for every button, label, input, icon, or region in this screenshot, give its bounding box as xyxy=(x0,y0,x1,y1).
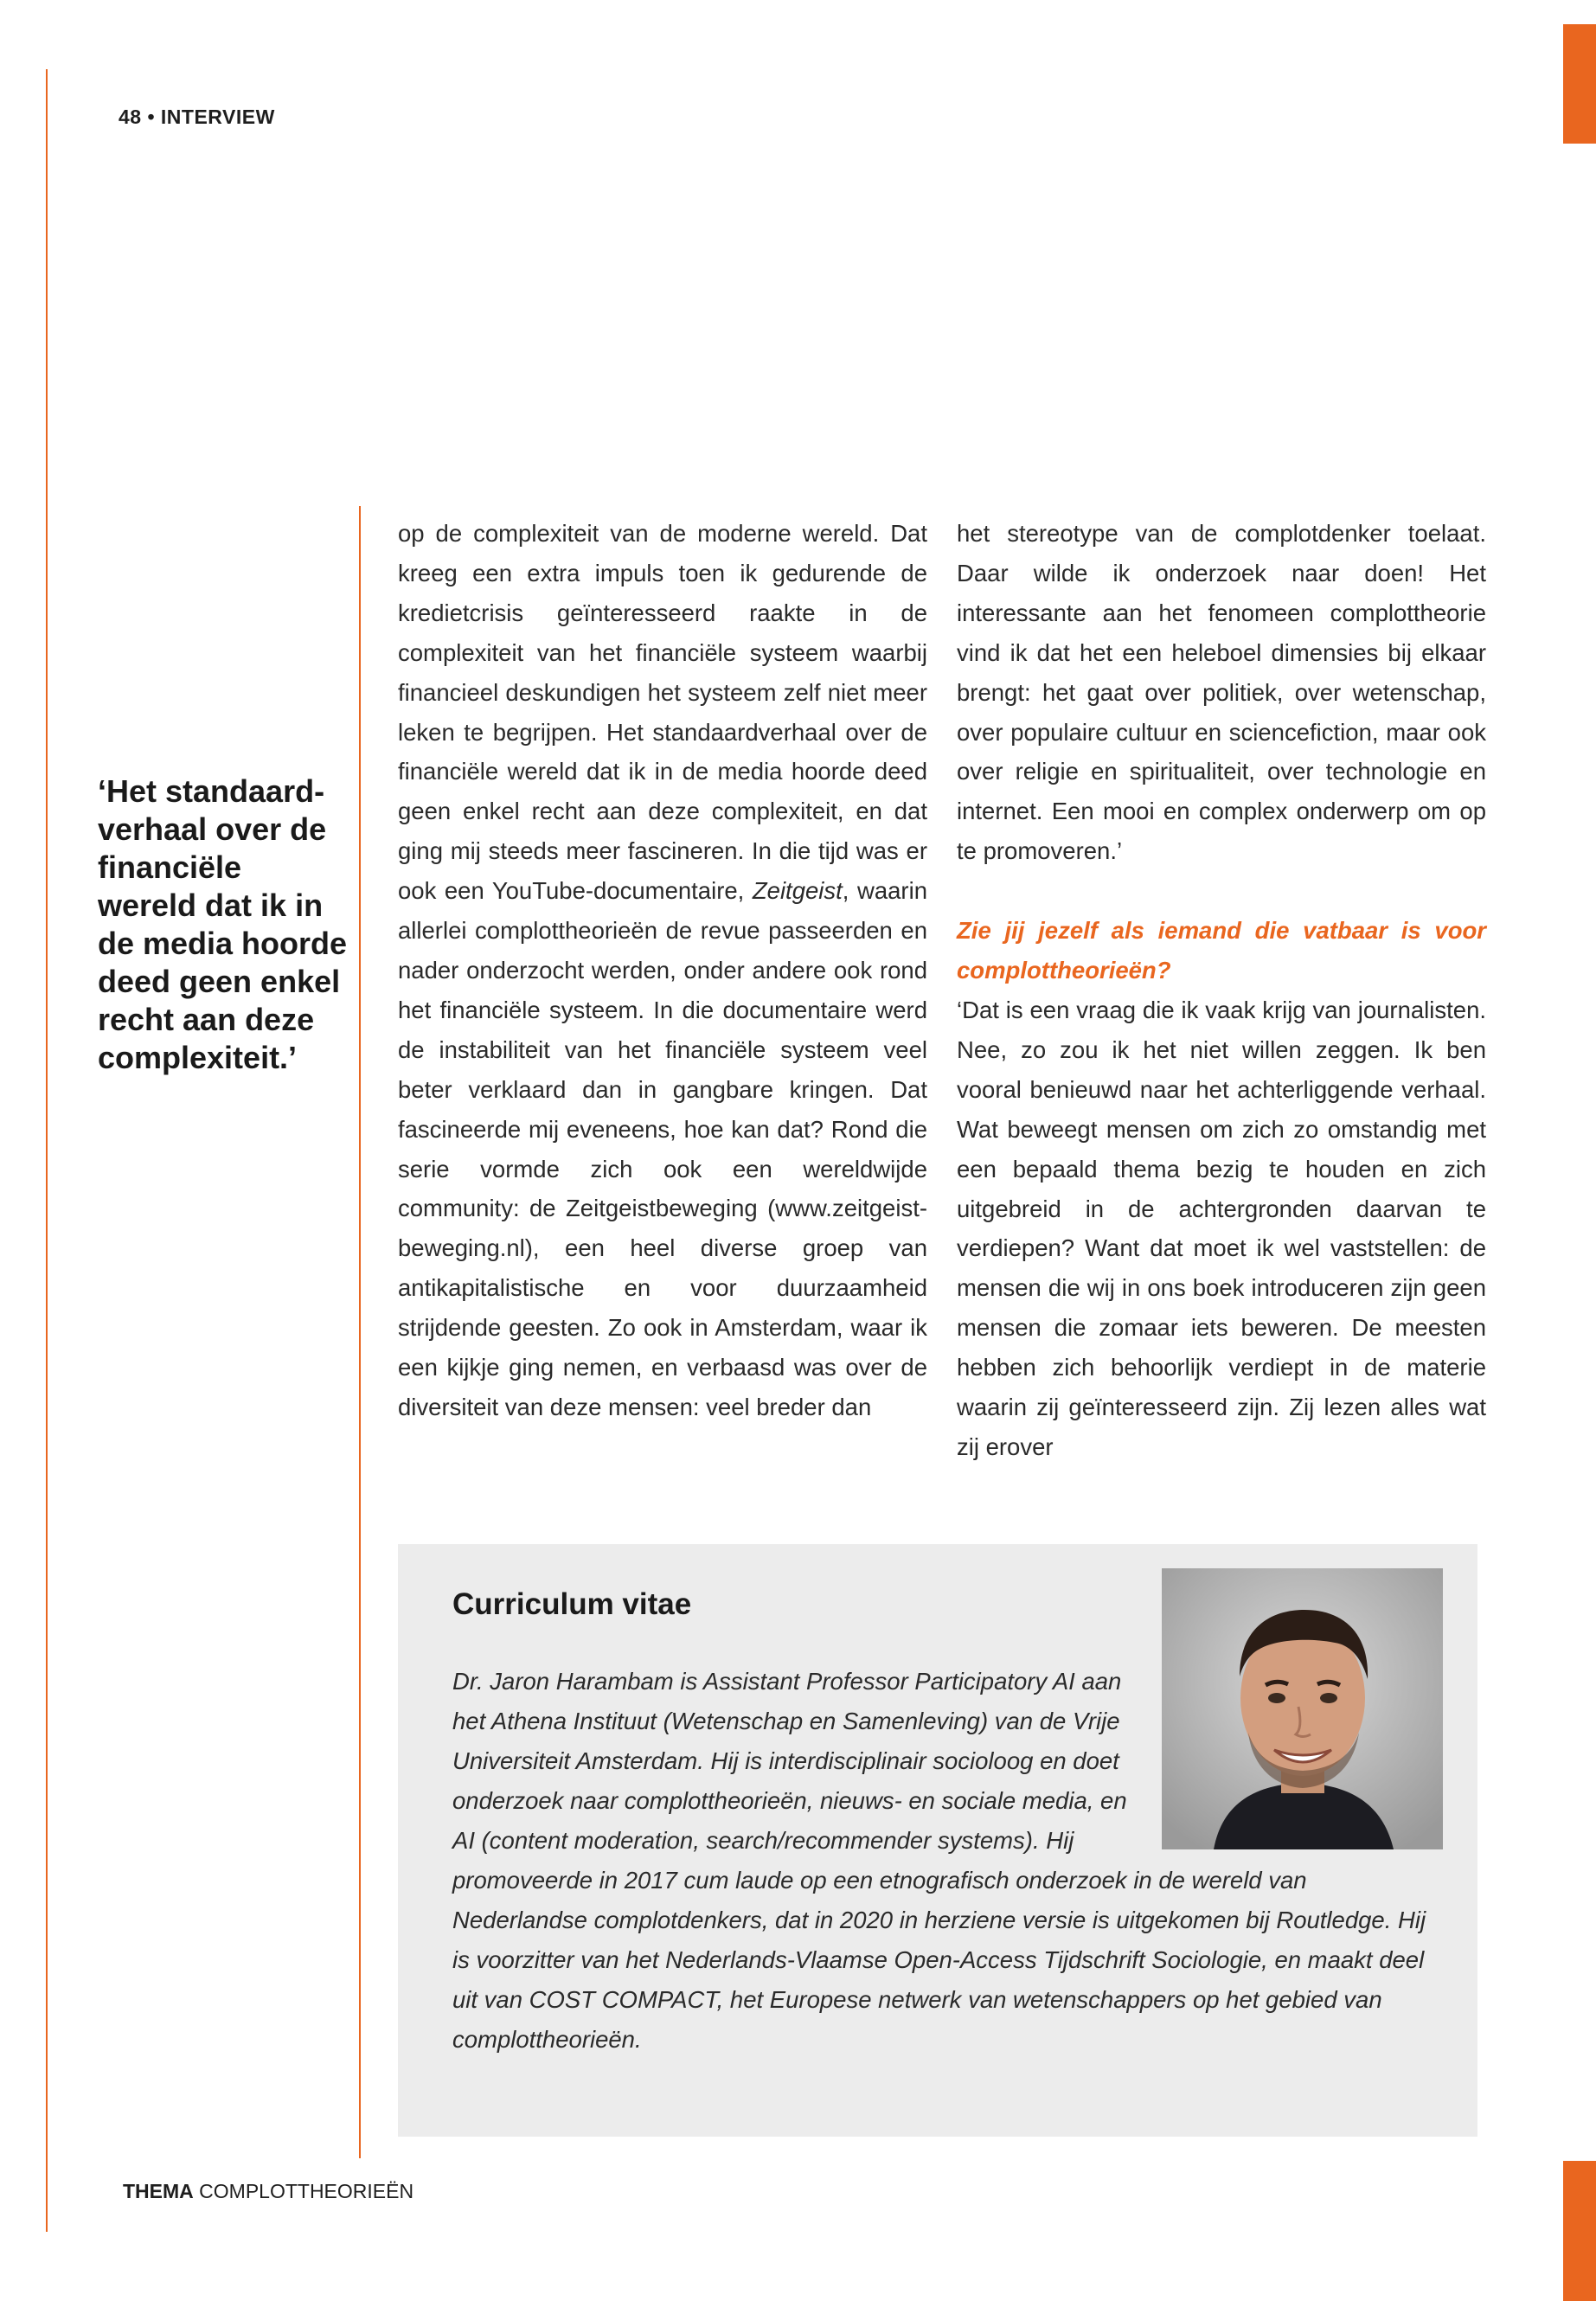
cv-text: Dr. Jaron Harambam is Assistant Professor Participatory AI aan het Athena Instituut (Wetenschap en Samenleving) van de Vrije Universiteit Amsterdam. Hij is interdisciplinair socioloog en doet onderzoek naar complottheorieën, nieuws- en sociale media, en AI (content moderation, search/recommender systems). Hij promoveerde in 2017 cum laude op een etnografisch onderzoek in de wereld van Nederlandse complotdenkers, dat in 2020 in herziene versie is uitgekomen bij Routledge. Hij is voorzitter van het Nederlands-Vlaamse Open-Access Tijdschrift Sociologie, en maakt deel uit van COST COMPACT, het Europese netwerk van wetenschappers op het gebied van complottheorieën. xyxy=(452,1668,1426,2053)
column2-paragraph-2: ‘Dat is een vraag die ik vaak krijg van journalisten. Nee, zo zou ik het niet willen zeggen. Ik ben vooral benieuwd naar het achterliggende verhaal. Wat beweegt mensen om zich zo omstandig met een bepaald thema bezig te houden en zich uitgebreid in de achtergronden daarvan te verdiepen? Want dat moet ik wel vaststellen: de mensen die wij in ons boek introduceren zijn geen mensen die zomaar iets beweren. De meesten hebben zich behoorlijk verdiept in de materie waarin zij geïnteresseerd zijn. Zij lezen alles wat zij erover xyxy=(957,996,1486,1460)
column1-text-end: , waarin allerlei complottheorieën de revue passeerden en nader onderzocht werden, onder andere ook rond het financiële systeem. In die documentaire werd de instabiliteit van het financiële systeem veel beter verklaard dan in gangbare kringen. Dat fascineerde mij eveneens, hoe kan dat? Rond die serie vormde zich ook een wereldwijde community: de Zeitgeistbeweging (www.zeitgeist-beweging.nl), een heel diverse groep van antikapitalistische en voor duurzaamheid strijdende geesten. Zo ook in Amsterdam, waar ik een kijkje ging nemen, en verbaasd was over de diversiteit van deze mensen: veel breder dan xyxy=(398,877,927,1420)
column-rule xyxy=(359,506,361,2158)
left-rule xyxy=(46,69,48,2232)
footer-theme-name: COMPLOTTHEORIEËN xyxy=(199,2180,414,2202)
pull-quote: ‘Het standaard-verhaal over de financiële wereld dat ik in de media hoorde deed geen enkel recht aan deze complexiteit.’ xyxy=(98,773,348,1075)
interview-question: Zie jij jezelf als iemand die vatbaar is voor complottheorieën? xyxy=(957,917,1486,984)
page-header: 48 • INTERVIEW xyxy=(119,106,275,128)
cv-title: Curriculum vitae xyxy=(452,1587,692,1621)
body-column-2 xyxy=(957,514,1486,1467)
page-footer xyxy=(123,2180,413,2203)
column1-text-start: op de complexiteit van de moderne wereld. Dat kreeg een extra impuls toen ik gedurende de kredietcrisis geïnteresseerd raakte in de complexiteit van het financiële systeem waarbij financieel deskundigen het systeem zelf niet meer leken te begrijpen. Het standaardverhaal over de financiële wereld dat ik in de media hoorde deed geen enkel recht aan deze complexiteit, en dat ging mij steeds meer fascineren. In die tijd was er ook een YouTube-documentaire, xyxy=(398,520,927,905)
orange-edge-tab-top xyxy=(1563,24,1596,144)
documentary-title: Zeitgeist xyxy=(752,877,843,905)
cv-text-block xyxy=(452,1662,1430,2060)
footer-theme-label: THEMA xyxy=(123,2180,194,2202)
portrait-photo xyxy=(1162,1568,1443,1849)
cv-box xyxy=(398,1544,1477,2137)
column2-paragraph-1: het stereotype van de complotdenker toelaat. Daar wilde ik onderzoek naar doen! Het interessante aan het fenomeen complottheorie vind ik dat het een heleboel dimensies bij elkaar brengt: het gaat over politiek, over wetenschap, over populaire cultuur en sciencefiction, maar ook over religie en spiritualiteit, over technologie en internet. Een mooi en complex onderwerp om op te promoveren.’ xyxy=(957,520,1486,865)
body-column-1 xyxy=(398,514,927,1427)
orange-edge-tab-bottom xyxy=(1563,2161,1596,2301)
